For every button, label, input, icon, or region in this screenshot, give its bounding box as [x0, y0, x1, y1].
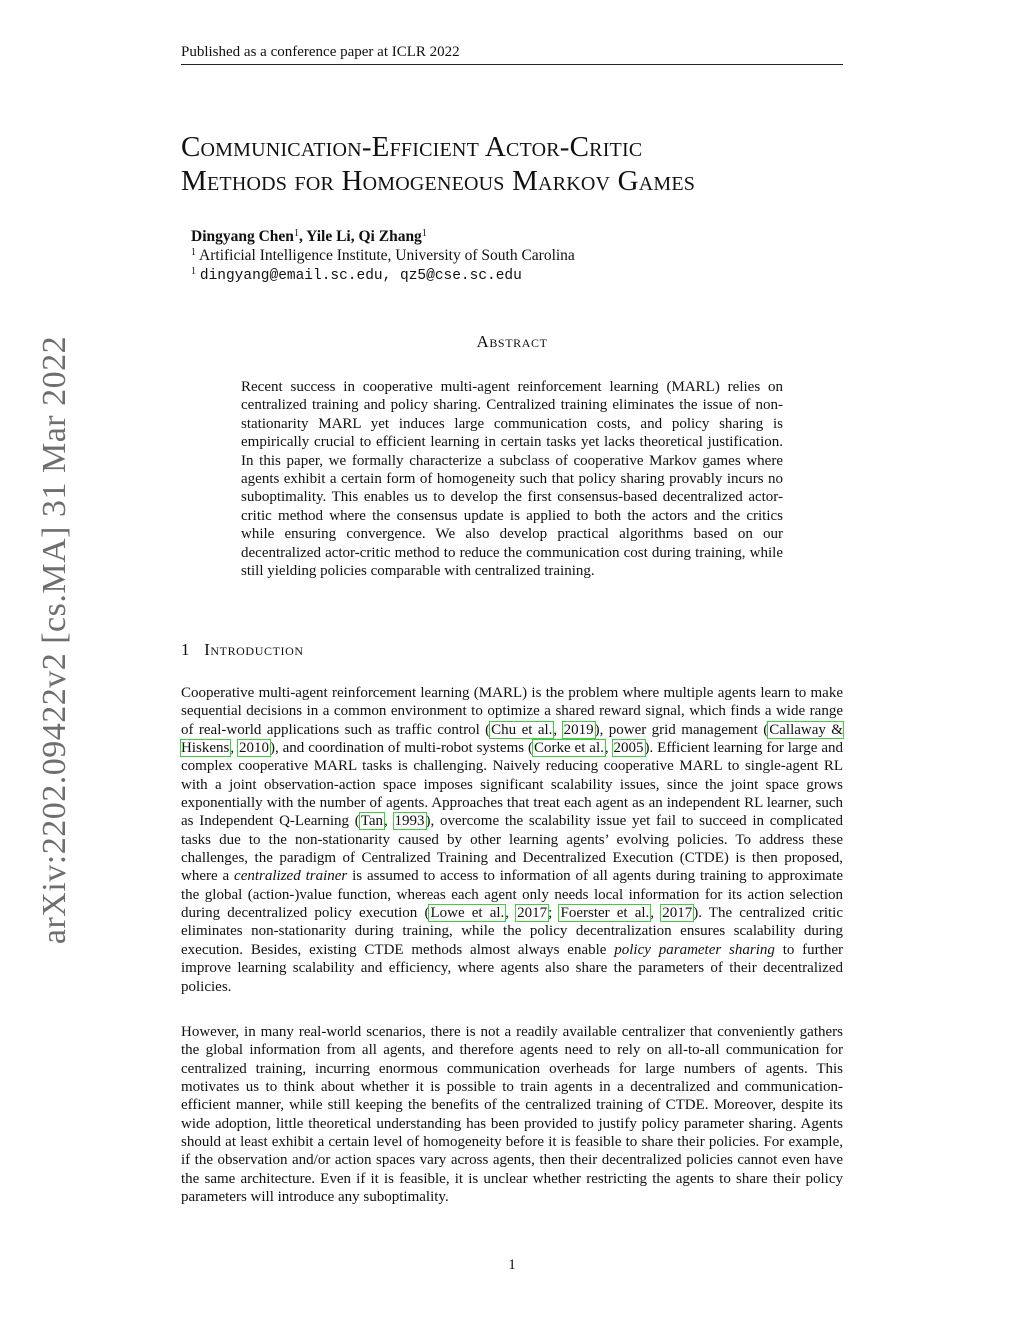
abstract-text: Recent success in cooperative multi-agent reinforcement learning (MARL) relies on centralized training and policy sharing. Centralized training eliminates the issue of non-stationarity MARL yet induces large communication costs, and policy sharing is empirically crucial to efficient learning in certain tasks yet lacks theoretical justification. In this paper, we formally characterize a subclass of cooperative Markov games where agents exhibit a certain form of homogeneity such that policy sharing provably incurs no suboptimality. This enables us to develop the first consensus-based decentralized actor-critic method where the consensus update is applied to both the actors and the critics while ensuring convergence. We also develop practical algorithms based on our decentralized actor-critic method to reduce the communication cost during training, while still yielding policies comparable with centralized training. [241, 379, 783, 580]
intro-paragraph-1 [181, 684, 843, 996]
citation-link[interactable]: Chu et al. [491, 721, 553, 738]
paper-title [181, 130, 843, 198]
citation-link[interactable]: 1993 [394, 813, 425, 830]
citation-separator: , [553, 721, 563, 738]
citation-link[interactable]: 2017 [662, 905, 693, 922]
citation-link[interactable]: 2019 [563, 721, 594, 738]
p1-text-3: ), and coordination of multi-robot systems ( [270, 740, 533, 757]
citation-separator: , [384, 813, 394, 830]
affiliation: Artificial Intelligence Institute, University of South Carolina [199, 247, 575, 264]
citation-link[interactable]: Foerster et al. [560, 905, 650, 922]
abstract-heading: Abstract [476, 332, 548, 351]
section-heading-introduction [181, 640, 304, 660]
author-names [191, 227, 831, 246]
email-line [191, 265, 831, 286]
citation-separator: , [230, 740, 238, 757]
p1-text-1: Cooperative multi-agent reinforcement learning (MARL) is the problem where multiple agents learn to make sequential decisions in a common environment to optimize a shared reward signal, which finds a wide range of real-world applications such as traffic control ( [181, 685, 843, 738]
citation-link[interactable]: Lowe et al. [430, 905, 505, 922]
affiliation-line [191, 246, 831, 265]
p1-text-7: ). The centralized critic eliminates non-stationarity during training, while the policy decentralization ensures scalability during execution. Besides, existing CTDE methods almost always enable [181, 905, 844, 958]
section-number: 1 [181, 640, 191, 659]
page-number: 1 [508, 1257, 516, 1273]
p1-text-4: ). Efficient learning for large and complex cooperative MARL tasks is challenging. Naively reducing cooperative MARL to single-agent RL with a joint observation-action space imposes significant scalability issues, since the joint space grows exponentially with the number of agents. Approaches that treat each agent as an independent RL learner, such as Independent Q-Learning ( [181, 740, 843, 830]
running-header: Published as a conference paper at ICLR 2022 [181, 44, 460, 60]
author-1-mark: 1 [293, 228, 299, 239]
author-1: Dingyang Chen [191, 228, 294, 245]
arxiv-identifier: arXiv:2202.09422v2 [cs.MA] 31 Mar 2022 [36, 335, 73, 945]
intro-paragraph-2: However, in many real-world scenarios, there is not a readily available centralizer that conveniently gathers the global information from all agents, and therefore agents need to rely on all-to-all communication for centralized training, incurring enormous communication overheads for large numbers of agents. This motivates us to think about whether it is possible to train agents in a decentralized and communication-efficient manner, while still keeping the benefits of the centralized training of CTDE. Moreover, despite its wide adoption, little theoretical understanding has been provided to justify policy parameter sharing. Agents should at least exhibit a certain level of homogeneity before it is feasible to share their policies. For example, if the observation and/or action spaces vary across agents, then their decentralized policies cannot even have the same architecture. Even if it is feasible, it is unclear whether restricting the agents to share their policy parameters will introduce any suboptimality. [181, 1024, 843, 1206]
p1-text-6: is assumed to access to information of all agents during training to approximate the global (action-)value function, whereas each agent only needs local information for its action selection during decentralized policy execution ( [181, 868, 843, 922]
citation-separator: , [604, 740, 613, 757]
emphasis-centralized-trainer: centralized trainer [234, 868, 348, 885]
emphasis-policy-parameter-sharing: policy parameter sharing [614, 941, 775, 958]
affiliation-mark: 1 [191, 247, 196, 258]
citation-separator: ; [548, 905, 560, 922]
other-authors: , Yile Li, Qi Zhang [298, 228, 422, 245]
title-line-1: Communication-Efficient Actor-Critic [181, 131, 643, 163]
p1-text-8: to further improve learning scalability and efficiency, where agents also share the parameters of their decentralized policies. [181, 941, 843, 995]
header-rule [181, 64, 843, 65]
citation-link[interactable]: 2010 [239, 740, 269, 757]
title-line-2: Methods for Homogeneous Markov Games [181, 165, 696, 197]
author-emails: dingyang@email.sc.edu, qz5@cse.sc.edu [199, 268, 522, 284]
citation-link[interactable]: 2005 [613, 740, 644, 757]
p1-text-2: ), power grid management ( [594, 721, 769, 738]
citation-separator: , [505, 905, 517, 922]
citation-link[interactable]: 2017 [517, 905, 548, 922]
citation-separator: , [650, 905, 662, 922]
section-title: Introduction [204, 640, 304, 659]
email-mark: 1 [191, 266, 196, 277]
p1-text-5: ), overcome the scalability issue yet fail to succeed in complicated tasks due to the non-stationarity caused by other learning agents’ evolving policies. To address these challenges, the paradigm of Centralized Training and Decentralized Execution (CTDE) is then proposed, where a [181, 813, 844, 885]
author-block [191, 227, 831, 286]
citation-link[interactable]: Tan [360, 813, 384, 830]
citation-link[interactable]: Corke et al. [533, 740, 604, 757]
citation-link[interactable]: Callaway & Hiskens [181, 721, 843, 757]
other-authors-mark: 1 [421, 228, 427, 239]
